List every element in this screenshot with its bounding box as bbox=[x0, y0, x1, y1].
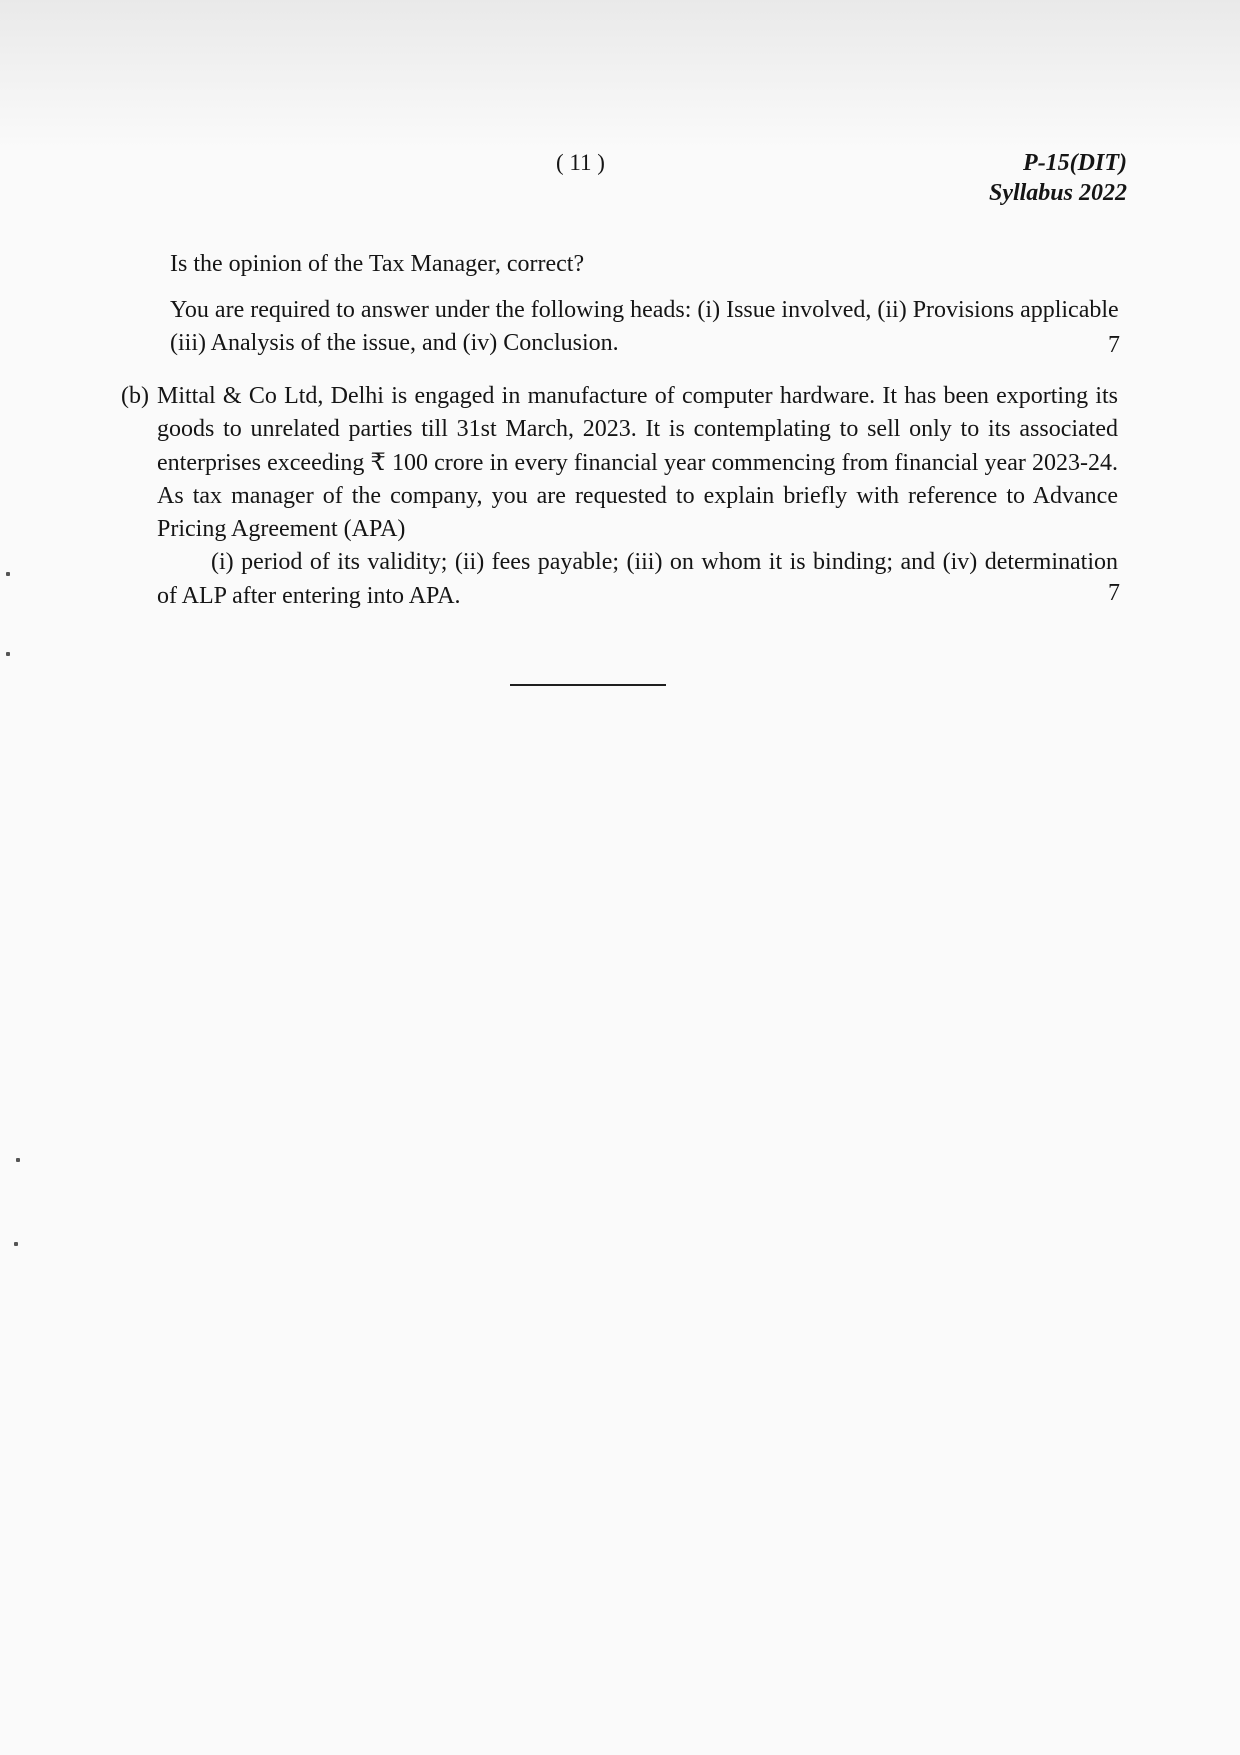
part-b-text: Mittal & Co Ltd, Delhi is engaged in manufacture of computer hardware. It has been exporting its goods to unrelated parties till 31st March, 2023. It is contemplating to sell only to its associated enterprises exceeding ₹ 100 crore in every financial year commencing from financial year 2023-24. As tax manager of the company, you are requested to explain briefly with reference to Advance Pricing Agreement (APA) bbox=[157, 383, 1118, 543]
paper-code: P-15(DIT) bbox=[1023, 150, 1127, 176]
end-rule bbox=[510, 684, 666, 686]
scan-speck bbox=[16, 1158, 20, 1162]
answer-instruction: You are required to answer under the following heads: (i) Issue involved, (ii) Provisions applicable (iii) Analysis of the issue, and (iv) Conclusion. bbox=[170, 297, 1119, 356]
question-part-b bbox=[121, 380, 1118, 613]
part-b-label: (b) bbox=[121, 383, 149, 409]
paper-header bbox=[989, 148, 1127, 208]
marks-part-a: 7 bbox=[1108, 332, 1120, 358]
marks-part-b: 7 bbox=[1108, 580, 1120, 606]
scan-speck bbox=[6, 652, 10, 656]
scan-shading bbox=[0, 0, 1240, 150]
scan-speck bbox=[14, 1242, 18, 1246]
part-b-sub-items: (i) period of its validity; (ii) fees payable; (iii) on whom it is binding; and (iv) determination of ALP after entering into APA. bbox=[157, 549, 1118, 609]
page-number: ( 11 ) bbox=[556, 150, 605, 175]
syllabus-label: Syllabus 2022 bbox=[988, 180, 1127, 206]
scan-speck bbox=[6, 572, 10, 576]
question-text: Is the opinion of the Tax Manager, correct? bbox=[170, 251, 585, 277]
